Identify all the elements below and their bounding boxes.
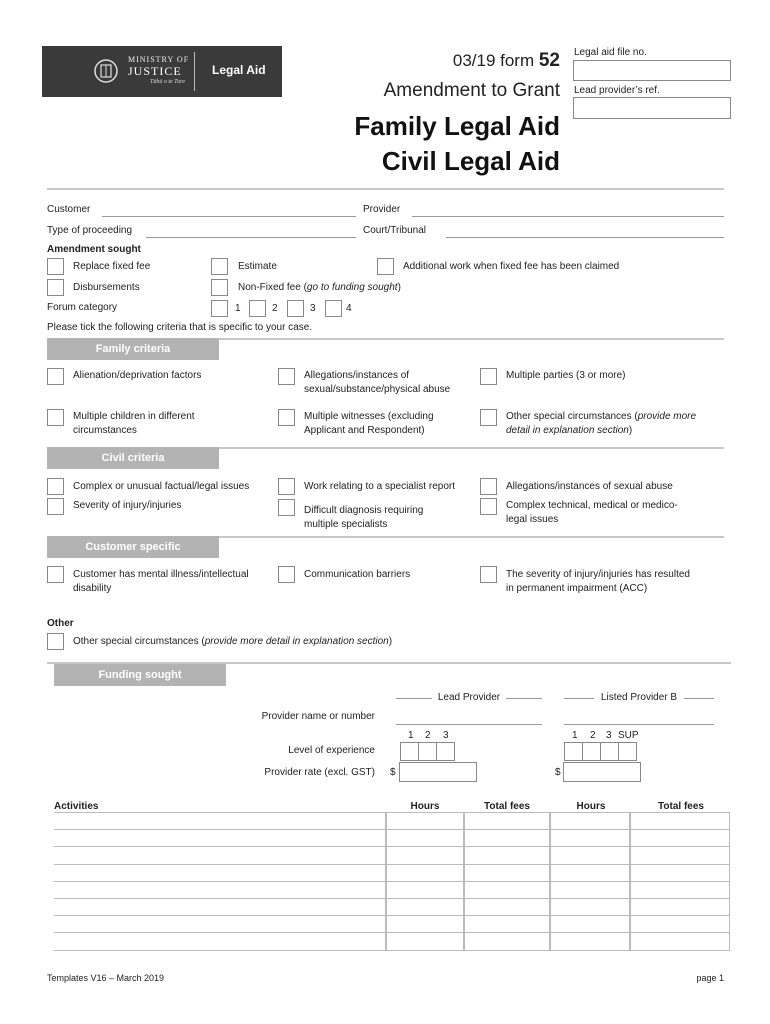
provider-label: Provider [363, 204, 401, 215]
form-number: 52 [538, 50, 560, 71]
ministry-motto: Tāhū o te Ture [150, 79, 185, 85]
lead-provider-name-field[interactable] [396, 724, 542, 725]
multiple-children-checkbox[interactable] [47, 409, 64, 426]
lead-total-fees-header: Total fees [484, 801, 530, 812]
sexual-abuse-label: Allegations/instances of sexual abuse [506, 481, 673, 492]
listed-fees-cell[interactable] [630, 915, 730, 933]
listed-level-2: 2 [590, 730, 596, 741]
forum-3-checkbox[interactable] [287, 300, 304, 317]
lead-level-1: 1 [408, 730, 414, 741]
disbursements-checkbox[interactable] [47, 279, 64, 296]
permanent-impairment-label-1: The severity of injury/injuries has resulted [506, 569, 690, 580]
severity-injury-label: Severity of injury/injuries [73, 500, 182, 511]
lead-hours-cell[interactable] [386, 829, 464, 847]
replace-fixed-fee-checkbox[interactable] [47, 258, 64, 275]
permanent-impairment-checkbox[interactable] [480, 566, 497, 583]
other-heading: Other [47, 618, 74, 629]
crest-icon [92, 56, 120, 86]
allegations-abuse-label-2: sexual/substance/physical abuse [304, 384, 451, 395]
funding-sought-header: Funding sought [54, 664, 226, 686]
alienation-checkbox[interactable] [47, 368, 64, 385]
civil-criteria-rule [219, 447, 724, 449]
activity-cell[interactable] [54, 829, 386, 847]
complex-technical-checkbox[interactable] [480, 498, 497, 515]
lead-provider-rule-right [506, 698, 542, 699]
file-no-field[interactable] [573, 60, 731, 81]
level-of-experience-label: Level of experience [288, 745, 375, 756]
additional-work-label: Additional work when fixed fee has been claimed [403, 261, 620, 272]
multiple-witnesses-label-2: Applicant and Respondent) [304, 425, 425, 436]
lead-level-1-box[interactable] [400, 742, 419, 761]
activity-cell[interactable] [54, 864, 386, 882]
listed-hours-cell[interactable] [550, 915, 630, 933]
listed-level-3: 3 [606, 730, 612, 741]
court-label: Court/Tribunal [363, 225, 426, 236]
type-of-proceeding-label: Type of proceeding [47, 225, 133, 236]
listed-level-2-box[interactable] [582, 742, 601, 761]
logo-divider [194, 52, 195, 91]
lead-fees-cell[interactable] [464, 932, 550, 950]
legal-aid-brand: Legal Aid [212, 63, 266, 77]
listed-fees-cell[interactable] [630, 812, 730, 830]
lead-fees-cell[interactable] [464, 898, 550, 916]
family-other-label-1: Other special circumstances (provide more [506, 411, 697, 422]
difficult-diagnosis-label-1: Difficult diagnosis requiring [304, 505, 424, 516]
other-circumstances-checkbox[interactable] [47, 633, 64, 650]
lead-level-3-box[interactable] [436, 742, 455, 761]
listed-fees-cell[interactable] [630, 864, 730, 882]
lead-fees-cell[interactable] [464, 881, 550, 899]
forum-1-checkbox[interactable] [211, 300, 228, 317]
family-other-label-2: detail in explanation section) [506, 425, 633, 436]
activities-grid [54, 812, 730, 950]
forum-3-label: 3 [310, 303, 316, 314]
listed-fees-cell[interactable] [630, 846, 730, 864]
family-criteria-header: Family criteria [47, 338, 219, 360]
lead-fees-cell[interactable] [464, 812, 550, 830]
lead-rate-field[interactable] [399, 762, 477, 782]
specialist-report-checkbox[interactable] [278, 478, 295, 495]
listed-level-1-box[interactable] [564, 742, 583, 761]
form-subtitle: Amendment to Grant [383, 80, 560, 101]
footer-template: Templates V16 – March 2019 [47, 973, 165, 983]
listed-fees-cell[interactable] [630, 881, 730, 899]
multiple-children-label-2: circumstances [73, 425, 137, 436]
lead-level-2: 2 [425, 730, 431, 741]
footer-page: page 1 [696, 973, 724, 983]
listed-hours-cell[interactable] [550, 829, 630, 847]
form-number-line [420, 50, 560, 72]
ministry-main: JUSTICE [128, 64, 182, 78]
listed-rate-field[interactable] [563, 762, 641, 782]
lead-hours-cell[interactable] [386, 846, 464, 864]
listed-hours-cell[interactable] [550, 932, 630, 950]
lead-fees-cell[interactable] [464, 915, 550, 933]
title-family: Family Legal Aid [354, 111, 560, 141]
listed-hours-cell[interactable] [550, 846, 630, 864]
listed-provider-name-field[interactable] [564, 724, 714, 725]
complex-issues-checkbox[interactable] [47, 478, 64, 495]
type-of-proceeding-field[interactable] [146, 237, 356, 238]
family-other-checkbox[interactable] [480, 409, 497, 426]
mental-illness-checkbox[interactable] [47, 566, 64, 583]
listed-fees-cell[interactable] [630, 932, 730, 950]
listed-fees-cell[interactable] [630, 898, 730, 916]
customer-specific-header: Customer specific [47, 536, 219, 558]
forum-4-checkbox[interactable] [325, 300, 342, 317]
form-prefix: 03/19 form [452, 51, 535, 70]
difficult-diagnosis-label-2: multiple specialists [304, 519, 388, 530]
provider-field[interactable] [412, 216, 724, 217]
estimate-checkbox[interactable] [211, 258, 228, 275]
amendment-heading: Amendment sought [47, 244, 141, 255]
difficult-diagnosis-checkbox[interactable] [278, 499, 295, 516]
multiple-parties-label: Multiple parties (3 or more) [506, 370, 626, 381]
complex-technical-label-1: Complex technical, medical or medico- [506, 500, 678, 511]
mental-illness-label-1: Customer has mental illness/intellectual [73, 569, 249, 580]
non-fixed-fee-label: Non-Fixed fee (go to funding sought) [238, 282, 401, 293]
activity-cell[interactable] [54, 932, 386, 950]
lead-hours-cell[interactable] [386, 812, 464, 830]
mental-illness-label-2: disability [73, 583, 112, 594]
lead-provider-label: Lead Provider [437, 692, 501, 703]
civil-criteria-header: Civil criteria [47, 447, 219, 469]
multiple-parties-checkbox[interactable] [480, 368, 497, 385]
activity-cell[interactable] [54, 898, 386, 916]
listed-currency: $ [555, 767, 561, 778]
forum-4-label: 4 [346, 303, 352, 314]
listed-level-3-box[interactable] [600, 742, 619, 761]
customer-label: Customer [47, 204, 91, 215]
activities-header: Activities [54, 801, 99, 812]
multiple-children-label-1: Multiple children in different [73, 411, 195, 422]
court-field[interactable] [446, 237, 724, 238]
forum-2-checkbox[interactable] [249, 300, 266, 317]
listed-total-fees-header: Total fees [658, 801, 704, 812]
additional-work-checkbox[interactable] [377, 258, 394, 275]
multiple-witnesses-checkbox[interactable] [278, 409, 295, 426]
complex-issues-label: Complex or unusual factual/legal issues [73, 481, 250, 492]
replace-fixed-fee-label: Replace fixed fee [73, 261, 151, 272]
lead-hours-cell[interactable] [386, 932, 464, 950]
estimate-label: Estimate [238, 261, 277, 272]
other-circumstances-label: Other special circumstances (provide more detail in explanation section) [73, 636, 393, 647]
listed-hours-cell[interactable] [550, 898, 630, 916]
non-fixed-fee-checkbox[interactable] [211, 279, 228, 296]
lead-hours-cell[interactable] [386, 864, 464, 882]
lead-fees-cell[interactable] [464, 864, 550, 882]
activity-cell[interactable] [54, 846, 386, 864]
lead-fees-cell[interactable] [464, 846, 550, 864]
allegations-abuse-checkbox[interactable] [278, 368, 295, 385]
listed-level-1: 1 [572, 730, 578, 741]
customer-field[interactable] [102, 216, 356, 217]
lead-hours-cell[interactable] [386, 915, 464, 933]
listed-provider-rule-right [684, 698, 714, 699]
lead-provider-rule-left [396, 698, 432, 699]
severity-injury-checkbox[interactable] [47, 498, 64, 515]
provider-name-label: Provider name or number [261, 711, 375, 722]
listed-hours-cell[interactable] [550, 812, 630, 830]
specialist-report-label: Work relating to a specialist report [304, 481, 455, 492]
alienation-label: Alienation/deprivation factors [73, 370, 202, 381]
lead-currency: $ [390, 767, 396, 778]
activity-cell[interactable] [54, 812, 386, 830]
logo-block [42, 46, 282, 97]
permanent-impairment-label-2: in permanent impairment (ACC) [506, 583, 648, 594]
listed-hours-cell[interactable] [550, 881, 630, 899]
lead-level-3: 3 [443, 730, 449, 741]
activity-cell[interactable] [54, 881, 386, 899]
provider-rate-label: Provider rate (excl. GST) [264, 767, 375, 778]
communication-barriers-label: Communication barriers [304, 569, 411, 580]
disbursements-label: Disbursements [73, 282, 140, 293]
file-no-label: Legal aid file no. [574, 47, 647, 58]
listed-provider-label: Listed Provider B [600, 692, 678, 703]
customer-specific-rule [219, 536, 724, 538]
family-criteria-rule [219, 338, 724, 340]
activity-cell[interactable] [54, 915, 386, 933]
multiple-witnesses-label-1: Multiple witnesses (excluding [304, 411, 434, 422]
provider-ref-label: Lead provider’s ref. [574, 85, 660, 96]
lead-fees-cell[interactable] [464, 829, 550, 847]
listed-level-sup-box[interactable] [618, 742, 637, 761]
allegations-abuse-label-1: Allegations/instances of [304, 370, 410, 381]
listed-level-sup: SUP [618, 730, 639, 741]
title-civil: Civil Legal Aid [381, 146, 560, 176]
listed-hours-header: Hours [576, 801, 606, 812]
criteria-instruction: Please tick the following criteria that is specific to your case. [47, 322, 313, 333]
lead-level-2-box[interactable] [418, 742, 437, 761]
listed-fees-cell[interactable] [630, 829, 730, 847]
complex-technical-label-2: legal issues [506, 514, 559, 525]
communication-barriers-checkbox[interactable] [278, 566, 295, 583]
forum-1-label: 1 [235, 303, 241, 314]
sexual-abuse-checkbox[interactable] [480, 478, 497, 495]
lead-hours-header: Hours [410, 801, 440, 812]
forum-2-label: 2 [272, 303, 278, 314]
lead-hours-cell[interactable] [386, 898, 464, 916]
header-rule [47, 188, 724, 190]
forum-category-label: Forum category [47, 302, 118, 313]
listed-hours-cell[interactable] [550, 864, 630, 882]
listed-provider-rule-left [564, 698, 594, 699]
provider-ref-field[interactable] [573, 97, 731, 119]
lead-hours-cell[interactable] [386, 881, 464, 899]
ministry-top: MINISTRY OF [128, 55, 190, 64]
